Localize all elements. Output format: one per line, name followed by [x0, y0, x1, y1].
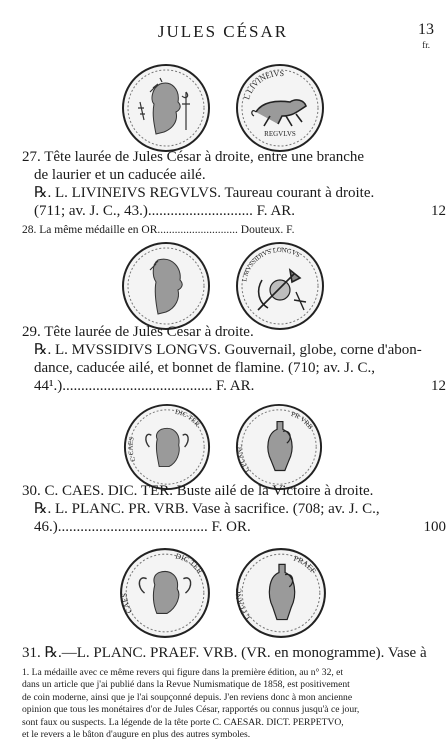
coin-31-reverse	[234, 546, 328, 640]
footnote-line-4: opinion que tous les monétaires d'or de Jules César, rapportés ou connus jusqu'à ce jour,	[22, 704, 360, 716]
coin-27-obverse	[120, 62, 212, 154]
coin-29-obverse	[120, 240, 212, 332]
footnote-line-1: 1. La médaille avec ce même revers qui figure dans la première édition, au n° 32, et	[22, 667, 344, 678]
coin-pair-31	[0, 546, 446, 640]
coin-31-obverse	[118, 546, 212, 640]
coin-pair-27	[0, 62, 446, 154]
coin-27-reverse-legend-bottom: REGVLVS	[264, 130, 296, 138]
catalogue-entry-31	[22, 644, 434, 662]
entry-29-line-4: 44¹.)........................................ F. AR.	[34, 378, 255, 394]
catalogue-entry-28	[22, 221, 434, 239]
coin-27-reverse	[234, 62, 326, 154]
entry-27-line-4: (711; av. J. C., 43.)............................ F. AR.	[34, 203, 296, 219]
entry-29-line-3: dance, caducée ailé, et bonnet de flamine. (710; av. J. C.,	[34, 360, 375, 376]
coin-pair-30	[0, 402, 446, 492]
coin-31-reverse-legend-right: PRAEF	[292, 553, 318, 576]
coin-29-reverse-legend: L MVSSIDIVS LONGVS	[241, 246, 301, 283]
entry-29-line-1: 29. Tête laurée de Jules César à droite.	[22, 324, 254, 340]
entry-27-value: 12	[431, 203, 446, 219]
entry-27-line-2: de laurier et un caducée ailé.	[34, 167, 206, 183]
catalogue-entry-30	[22, 482, 446, 536]
entry-28-line-1: 28. La même médaille en OR............................ Douteux. F.	[22, 224, 295, 236]
page-number: 13	[418, 21, 434, 38]
entry-30-line-1: 30. C. CAES. DIC. TER. Buste ailé de la Victoire à droite.	[22, 483, 374, 499]
coin-30-reverse-legend-left: L PLANC	[236, 443, 252, 474]
entry-30-value: 100	[423, 519, 446, 535]
entry-27-line-1: 27. Tête laurée de Jules César à droite, entre une branche	[22, 149, 365, 165]
sheet-mark: fr.	[422, 40, 430, 50]
entry-31-line-1: 31. ℞.—L. PLANC. PRAEF. VRB. (VR. en monogramme). Vase à	[22, 645, 427, 661]
page-running-title: JULES CÉSAR	[157, 22, 289, 41]
coin-29-reverse	[234, 240, 326, 332]
coin-pair-29	[0, 240, 446, 332]
footnote	[22, 667, 430, 741]
catalogue-entry-27	[22, 148, 446, 220]
footnote-line-5: sont faux ou suspects. La légende de la tête porte C. CAESAR. DICT. PERPETVO,	[22, 716, 344, 728]
entry-30-line-2: ℞. L. PLANC. PR. VRB. Vase à sacrifice. (708; av. J. C.,	[34, 501, 380, 517]
footnote-line-3: de coin moderne, ainsi que je l'ai soupçonné depuis. J'en reviens donc à mon ancienne	[22, 691, 353, 703]
entry-29-line-2: ℞. L. MVSSIDIVS LONGVS. Gouvernail, globe, corne d'abon-	[34, 342, 422, 358]
coin-30-reverse-legend-right: PR VRB	[290, 410, 314, 431]
catalogue-entry-29	[22, 323, 446, 395]
coin-30-obverse-legend-left: C CAES	[127, 436, 138, 463]
entry-27-line-3: ℞. L. LIVINEIVS REGVLVS. Taureau courant à droite.	[34, 185, 375, 201]
coin-27-reverse-legend-top: L LIVINEIVS	[242, 68, 285, 101]
entry-30-line-3: 46.)........................................ F. OR.	[34, 519, 251, 535]
coin-31-obverse-legend-right: DIC TER	[174, 551, 205, 576]
coin-30-reverse	[234, 402, 324, 492]
coin-31-obverse-legend-left: CAES	[119, 592, 135, 615]
coin-31-reverse-legend-left: L PLANC	[234, 587, 252, 623]
coin-30-obverse	[122, 402, 212, 492]
footnote-line-2: dans un article que j'ai publié dans la Revue Numismatique de 1858, est positivement	[22, 679, 350, 691]
coin-30-obverse-legend-right: DIC TER	[174, 408, 201, 429]
entry-29-value: 12	[431, 378, 446, 394]
footnote-line-6: et le revers a le bâton d'augure en plus des autres symboles.	[22, 729, 251, 741]
